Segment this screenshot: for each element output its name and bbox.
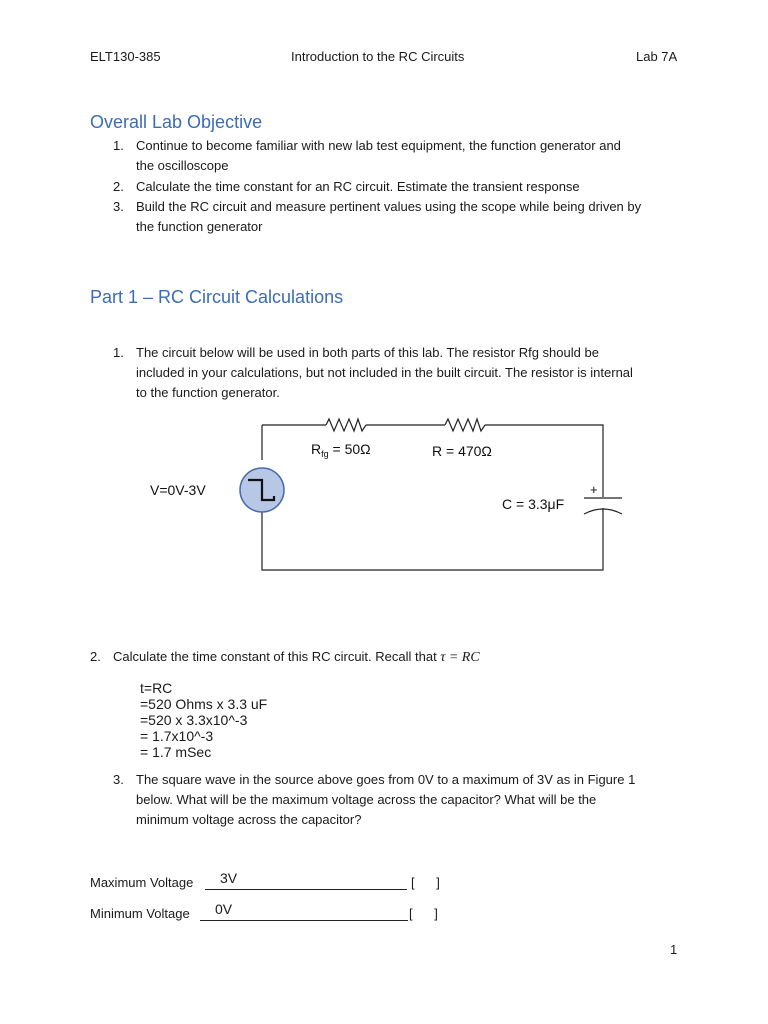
min-voltage-field[interactable] (200, 920, 408, 921)
r-label: R = 470Ω (432, 443, 492, 459)
answer-line: = 1.7x10^-3 (140, 728, 214, 744)
wire-top-right (485, 425, 603, 497)
min-voltage-label: Minimum Voltage (90, 906, 190, 921)
part1-heading: Part 1 – RC Circuit Calculations (90, 287, 344, 307)
header-lab: Lab 7A (636, 49, 678, 64)
max-voltage-field[interactable] (205, 889, 407, 890)
page-number: 1 (670, 942, 678, 957)
c-label: C = 3.3μF (502, 496, 565, 512)
resistor-rfg-symbol (326, 419, 366, 431)
min-voltage-bracket: [ ] (409, 906, 438, 921)
source-label: V=0V-3V (150, 482, 206, 498)
min-voltage-value: 0V (215, 901, 233, 917)
answer-line: =520 Ohms x 3.3 uF (140, 696, 268, 712)
wire-right-bottom (262, 508, 603, 570)
answer-line: =520 x 3.3x10^-3 (140, 712, 248, 728)
header-course: ELT130-385 (90, 49, 161, 64)
header-title: Introduction to the RC Circuits (291, 49, 465, 64)
resistor-r-symbol (445, 419, 485, 431)
capacitor-plus-sign: + (590, 482, 598, 497)
answer-line: = 1.7 mSec (140, 744, 212, 760)
rfg-label: $R_{fg} = 50\Omega$ (311, 441, 371, 459)
time-constant-answer (140, 680, 267, 760)
tau-formula: τ = RC (440, 650, 480, 665)
max-voltage-value: 3V (220, 870, 238, 886)
objective-heading: Overall Lab Objective (90, 112, 263, 132)
answer-line: t=RC (140, 680, 173, 696)
max-voltage-label: Maximum Voltage (90, 875, 194, 890)
max-voltage-bracket: [ ] (411, 875, 440, 890)
